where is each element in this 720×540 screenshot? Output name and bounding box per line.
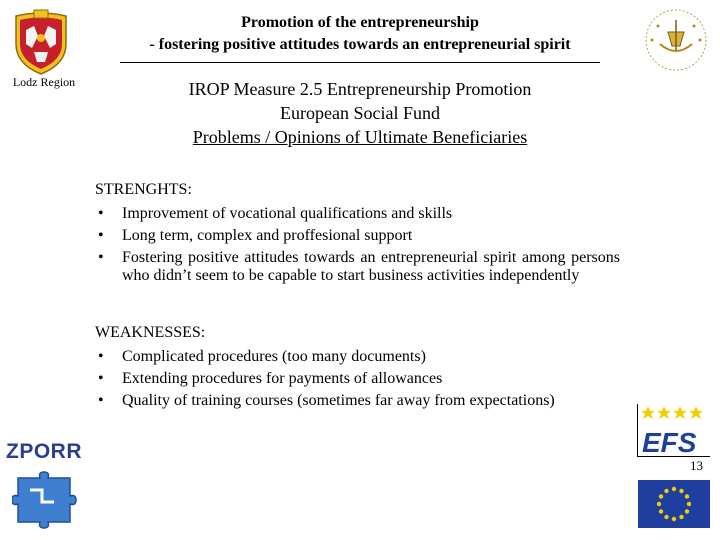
efs-logo-text: EFS <box>642 427 697 457</box>
strengths-heading: STRENGHTS: <box>95 181 192 198</box>
measure-line-2: European Social Fund <box>280 103 440 123</box>
eu-star-icon <box>657 502 661 506</box>
measure-line-3: Problems / Opinions of Ultimate Beneficiaries <box>192 127 528 147</box>
list-item: • Complicated procedures (too many documents) <box>95 348 620 366</box>
eu-star-icon <box>664 489 668 493</box>
measure-line-1: IROP Measure 2.5 Entrepreneurship Promotion <box>188 79 532 99</box>
agency-seal-icon <box>638 4 714 74</box>
list-item: • Long term, complex and proffesional support <box>95 227 620 245</box>
eu-star-icon <box>685 494 689 498</box>
title-line-1: Promotion of the entrepreneurship <box>241 14 479 31</box>
puzzle-logo-icon <box>12 470 78 530</box>
eu-star-icon <box>659 494 663 498</box>
eu-star-icon <box>679 489 683 493</box>
eu-star-icon <box>672 487 676 491</box>
lodz-region-crest-icon <box>12 8 70 76</box>
eu-star-icon <box>659 509 663 513</box>
weaknesses-heading: WEAKNESSES: <box>95 324 206 341</box>
eu-star-icon <box>664 515 668 519</box>
efs-logo-icon <box>637 404 710 457</box>
eu-star-icon <box>679 515 683 519</box>
eu-flag-icon <box>638 480 710 528</box>
eu-star-icon <box>685 509 689 513</box>
strengths-list <box>95 205 620 285</box>
slide-title <box>110 12 610 56</box>
list-item: • Improvement of vocational qualifications and skills <box>95 205 620 223</box>
eu-star-icon <box>687 502 691 506</box>
weaknesses-section <box>95 322 620 410</box>
title-line-2: - fostering positive attitudes towards an entrepreneurial spirit <box>149 36 571 53</box>
list-item: • Fostering positive attitudes towards an entrepreneurial spirit among persons who didn’t seem to be capable to start business activities independently <box>95 249 620 285</box>
list-item: • Extending procedures for payments of allowances <box>95 370 620 388</box>
strengths-section <box>95 179 620 285</box>
eu-star-icon <box>672 517 676 521</box>
region-label: Lodz Region <box>12 75 76 89</box>
page-number: 13 <box>690 458 703 473</box>
header-divider <box>120 62 600 63</box>
weaknesses-list <box>95 348 620 410</box>
measure-heading <box>130 77 590 149</box>
list-item: • Quality of training courses (sometimes far away from expectations) <box>95 392 620 410</box>
zporr-logo-text: ZPORR <box>6 440 82 463</box>
